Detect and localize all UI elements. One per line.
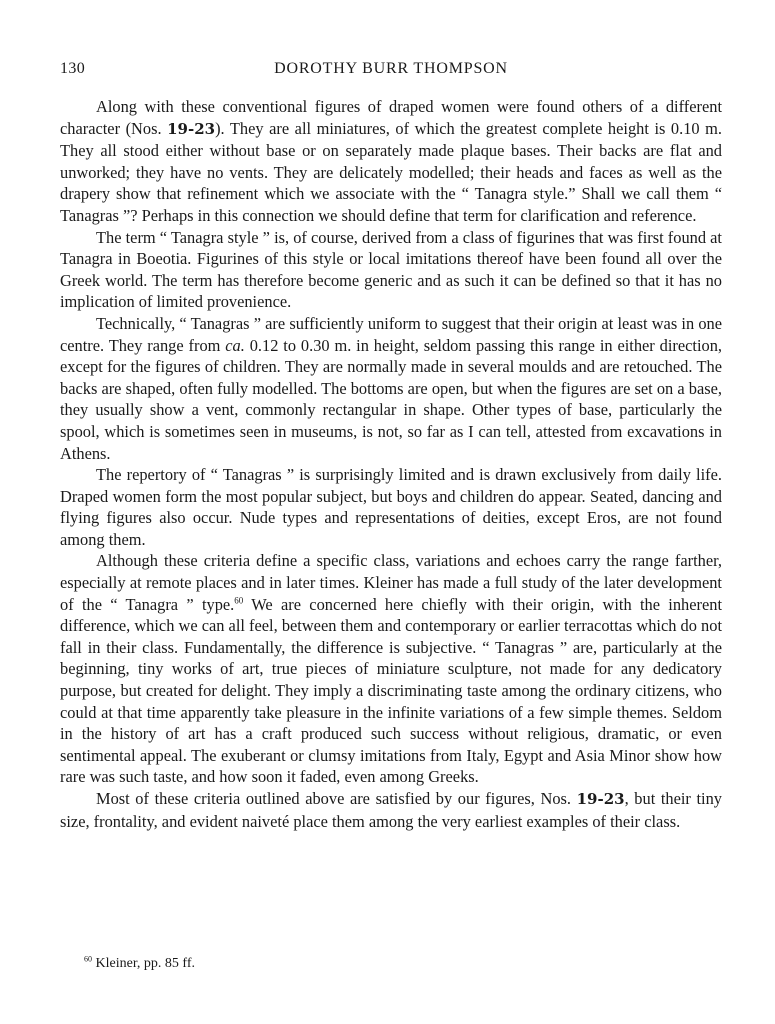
paragraph-3-text-a: Technically, “ Tanagras ” are sufficiently uniform to suggest that their origin at least was in one centre. They range from [60,313,722,355]
footnote-text: Kleiner, pp. 85 ff. [92,956,195,971]
catalogue-reference: 19-23 [576,790,625,808]
page-number: 130 [60,60,86,77]
page-header [60,60,722,84]
paragraph-4: The repertory of “ Tanagras ” is surprisingly limited and is drawn exclusively from daily life. Draped women form the most popular subject, but boys and children do appear. Seated, dancing and flying figures also occur. Nude types and representations of deities, except Eros, are not found among them. [60,465,722,549]
paragraph-5-text-a: Although these criteria define a specific class, variations and echoes carry the range farther, especially at remote places and in later times. Kleiner has made a full study of the later development of the “ Tanagra ” type. [60,551,722,614]
running-head: DOROTHY BURR THOMPSON [274,60,508,77]
paragraph-5-text-b: We are concerned here chiefly with their origin, with the inherent difference, which we can all feel, between them and contemporary or earlier terracottas which do not fall in their class. Fundamentally, the difference is subjective. “ Tanagras ” are, particularly at the beginning, tiny works of art, true pieces of miniature sculpture, not made for any dedicatory purpose, but created for delight. They imply a discriminating taste among the ordinary citizens, who could at that time apparently take pleasure in the infinite variations of a few simple themes. Seldom in the history of art has a craft produced such success without religious, dramatic, or even sentimental appeal. The exuberant or clumsy imitations from Italy, Egypt and Asia Minor show how rare was such taste, and how soon it faded, even among Greeks. [60,594,722,787]
paragraph-6-text-b: , but their tiny size, frontality, and evident naiveté place them among the very earliest examples of their class. [60,789,723,831]
paragraph-3-text-b: 0.12 to 0.30 m. in height, seldom passing this range in either direction, except for the figures of children. They are normally made in several moulds and are retouched. The backs are shaped, often fully modelled. The bottoms are open, but when the figures are set on a base, they usually show a vent, commonly rectangular in shape. Other types of base, particularly the spool, which is sometimes seen in museums, is not, so far as I can tell, attested from excavations in Athens. [60,335,722,463]
paragraph-6-text-a: Most of these criteria outlined above are satisfied by our figures, Nos. [96,789,577,808]
paragraph-2: The term “ Tanagra style ” is, of course, derived from a class of figurines that was first found at Tanagra in Boeotia. Figurines of this style or local imitations thereof have been found all over the Greek world. The term has therefore become generic and as such it can be defined so that it has no implication of limited provenience. [60,227,722,312]
body-text [60,96,722,832]
paragraph-5 [60,550,722,788]
circa-abbreviation: ca. [225,335,245,355]
footnote [84,956,684,972]
paragraph-3 [60,313,722,464]
paragraph-1-text-a: Along with these conventional figures of draped women were found others of a different character (Nos. [60,97,722,138]
paragraph-1 [60,96,722,227]
catalogue-reference: 19-23 [167,119,216,138]
paragraph-1-text-b: ). They are all miniatures, of which the greatest complete height is 0.10 m. They all stood either without base or on separately made plaque bases. Their backs are flat and unworked; they have no vents. They are delicately modelled; their heads and faces as well as the drapery show that refinement which we associate with the “ Tanagra style.” Shall we call them “ Tanagras ”? Perhaps in this connection we should define that term for clarification and reference. [60,118,723,225]
footnote-mark: 60 [84,954,92,964]
footnote-reference: 60 [234,595,244,606]
paragraph-6 [60,788,722,832]
